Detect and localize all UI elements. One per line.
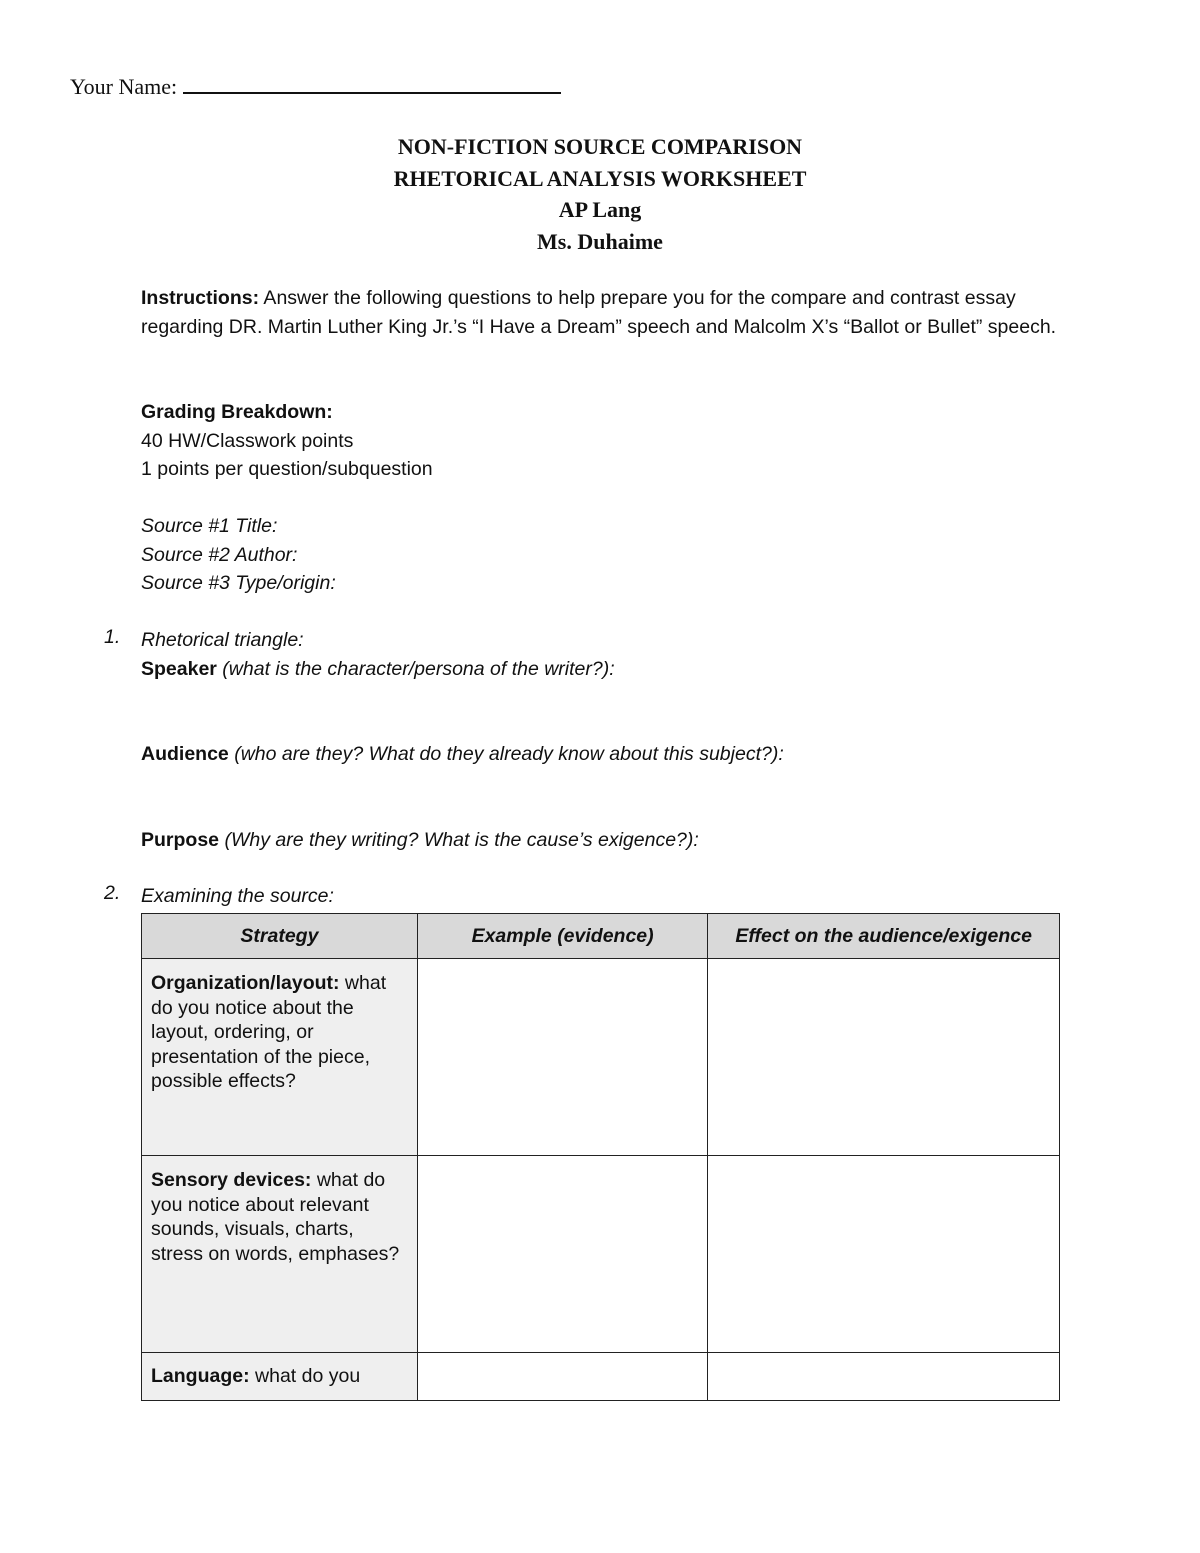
example-cell[interactable] xyxy=(417,959,708,1156)
strategy-description: what do you xyxy=(249,1365,361,1387)
strategy-label: Organization/layout: xyxy=(151,972,340,994)
question-1-number: 1. xyxy=(104,626,121,648)
table-header-row xyxy=(142,914,1060,959)
instructions-paragraph xyxy=(141,284,1061,341)
table-row xyxy=(142,1156,1060,1353)
strategy-cell xyxy=(142,959,418,1156)
header-example: Example (evidence) xyxy=(417,914,708,959)
effect-cell[interactable] xyxy=(708,1353,1060,1401)
instructions-text: Answer the following questions to help prepare you for the compare and contrast essay regarding DR. Martin Luther King Jr.’s “I Have a Dream” speech and Malcolm X’s “Ballot or Bullet” speech. xyxy=(141,287,1057,338)
header-effect: Effect on the audience/exigence xyxy=(708,914,1060,959)
example-cell[interactable] xyxy=(417,1156,708,1353)
source-title-field: Source #1 Title: xyxy=(141,515,278,537)
strategy-cell xyxy=(142,1156,418,1353)
header-teacher: Ms. Duhaime xyxy=(537,228,663,254)
header-strategy: Strategy xyxy=(142,914,418,959)
speaker-label: Speaker xyxy=(141,657,217,680)
audience-text: (who are they? What do they already know about this subject?): xyxy=(228,743,784,765)
strategy-label: Language: xyxy=(151,1365,250,1387)
instructions-label: Instructions: xyxy=(141,287,260,309)
audience-label: Audience xyxy=(141,743,229,765)
strategy-description: what do you notice about the layout, ordering, or presentation of the piece, possible effects? xyxy=(151,972,387,1092)
purpose-prompt xyxy=(141,826,1061,855)
strategy-label: Sensory devices: xyxy=(151,1169,312,1191)
table-row xyxy=(142,1353,1060,1401)
question-1 xyxy=(141,626,1061,683)
source-info xyxy=(141,512,1061,598)
effect-cell[interactable] xyxy=(708,959,1060,1156)
question-1-title: Rhetorical triangle: xyxy=(141,629,304,651)
worksheet-header xyxy=(0,131,1200,257)
table-row xyxy=(142,959,1060,1156)
header-title-line1: NON-FICTION SOURCE COMPARISON xyxy=(397,134,803,159)
strategy-table xyxy=(141,913,1060,1401)
audience-prompt xyxy=(141,740,1061,769)
purpose-label: Purpose xyxy=(141,829,220,851)
grading-breakdown xyxy=(141,398,1061,484)
name-blank-line[interactable] xyxy=(183,70,561,94)
speaker-prompt xyxy=(141,655,1061,684)
effect-cell[interactable] xyxy=(708,1156,1060,1353)
question-2-number: 2. xyxy=(104,882,121,904)
header-course: AP Lang xyxy=(558,197,642,222)
grading-points: 40 HW/Classwork points xyxy=(141,429,354,452)
your-name-field xyxy=(70,70,561,100)
grading-label: Grading Breakdown: xyxy=(141,401,333,423)
grading-per-question: 1 points per question/subquestion xyxy=(141,458,433,480)
purpose-text: (Why are they writing? What is the cause’s exigence?): xyxy=(219,829,699,851)
name-label: Your Name: xyxy=(70,74,178,99)
speaker-text: (what is the character/persona of the writer?): xyxy=(216,657,615,680)
example-cell[interactable] xyxy=(417,1353,708,1401)
question-2-title: Examining the source: xyxy=(141,885,334,907)
header-title-line2: RHETORICAL ANALYSIS WORKSHEET xyxy=(393,165,807,191)
source-author-field: Source #2 Author: xyxy=(141,543,298,566)
strategy-cell xyxy=(142,1353,418,1401)
strategy-description: what do you notice about relevant sounds, visuals, charts, stress on words, emphases? xyxy=(151,1169,400,1265)
source-type-field: Source #3 Type/origin: xyxy=(141,572,336,594)
